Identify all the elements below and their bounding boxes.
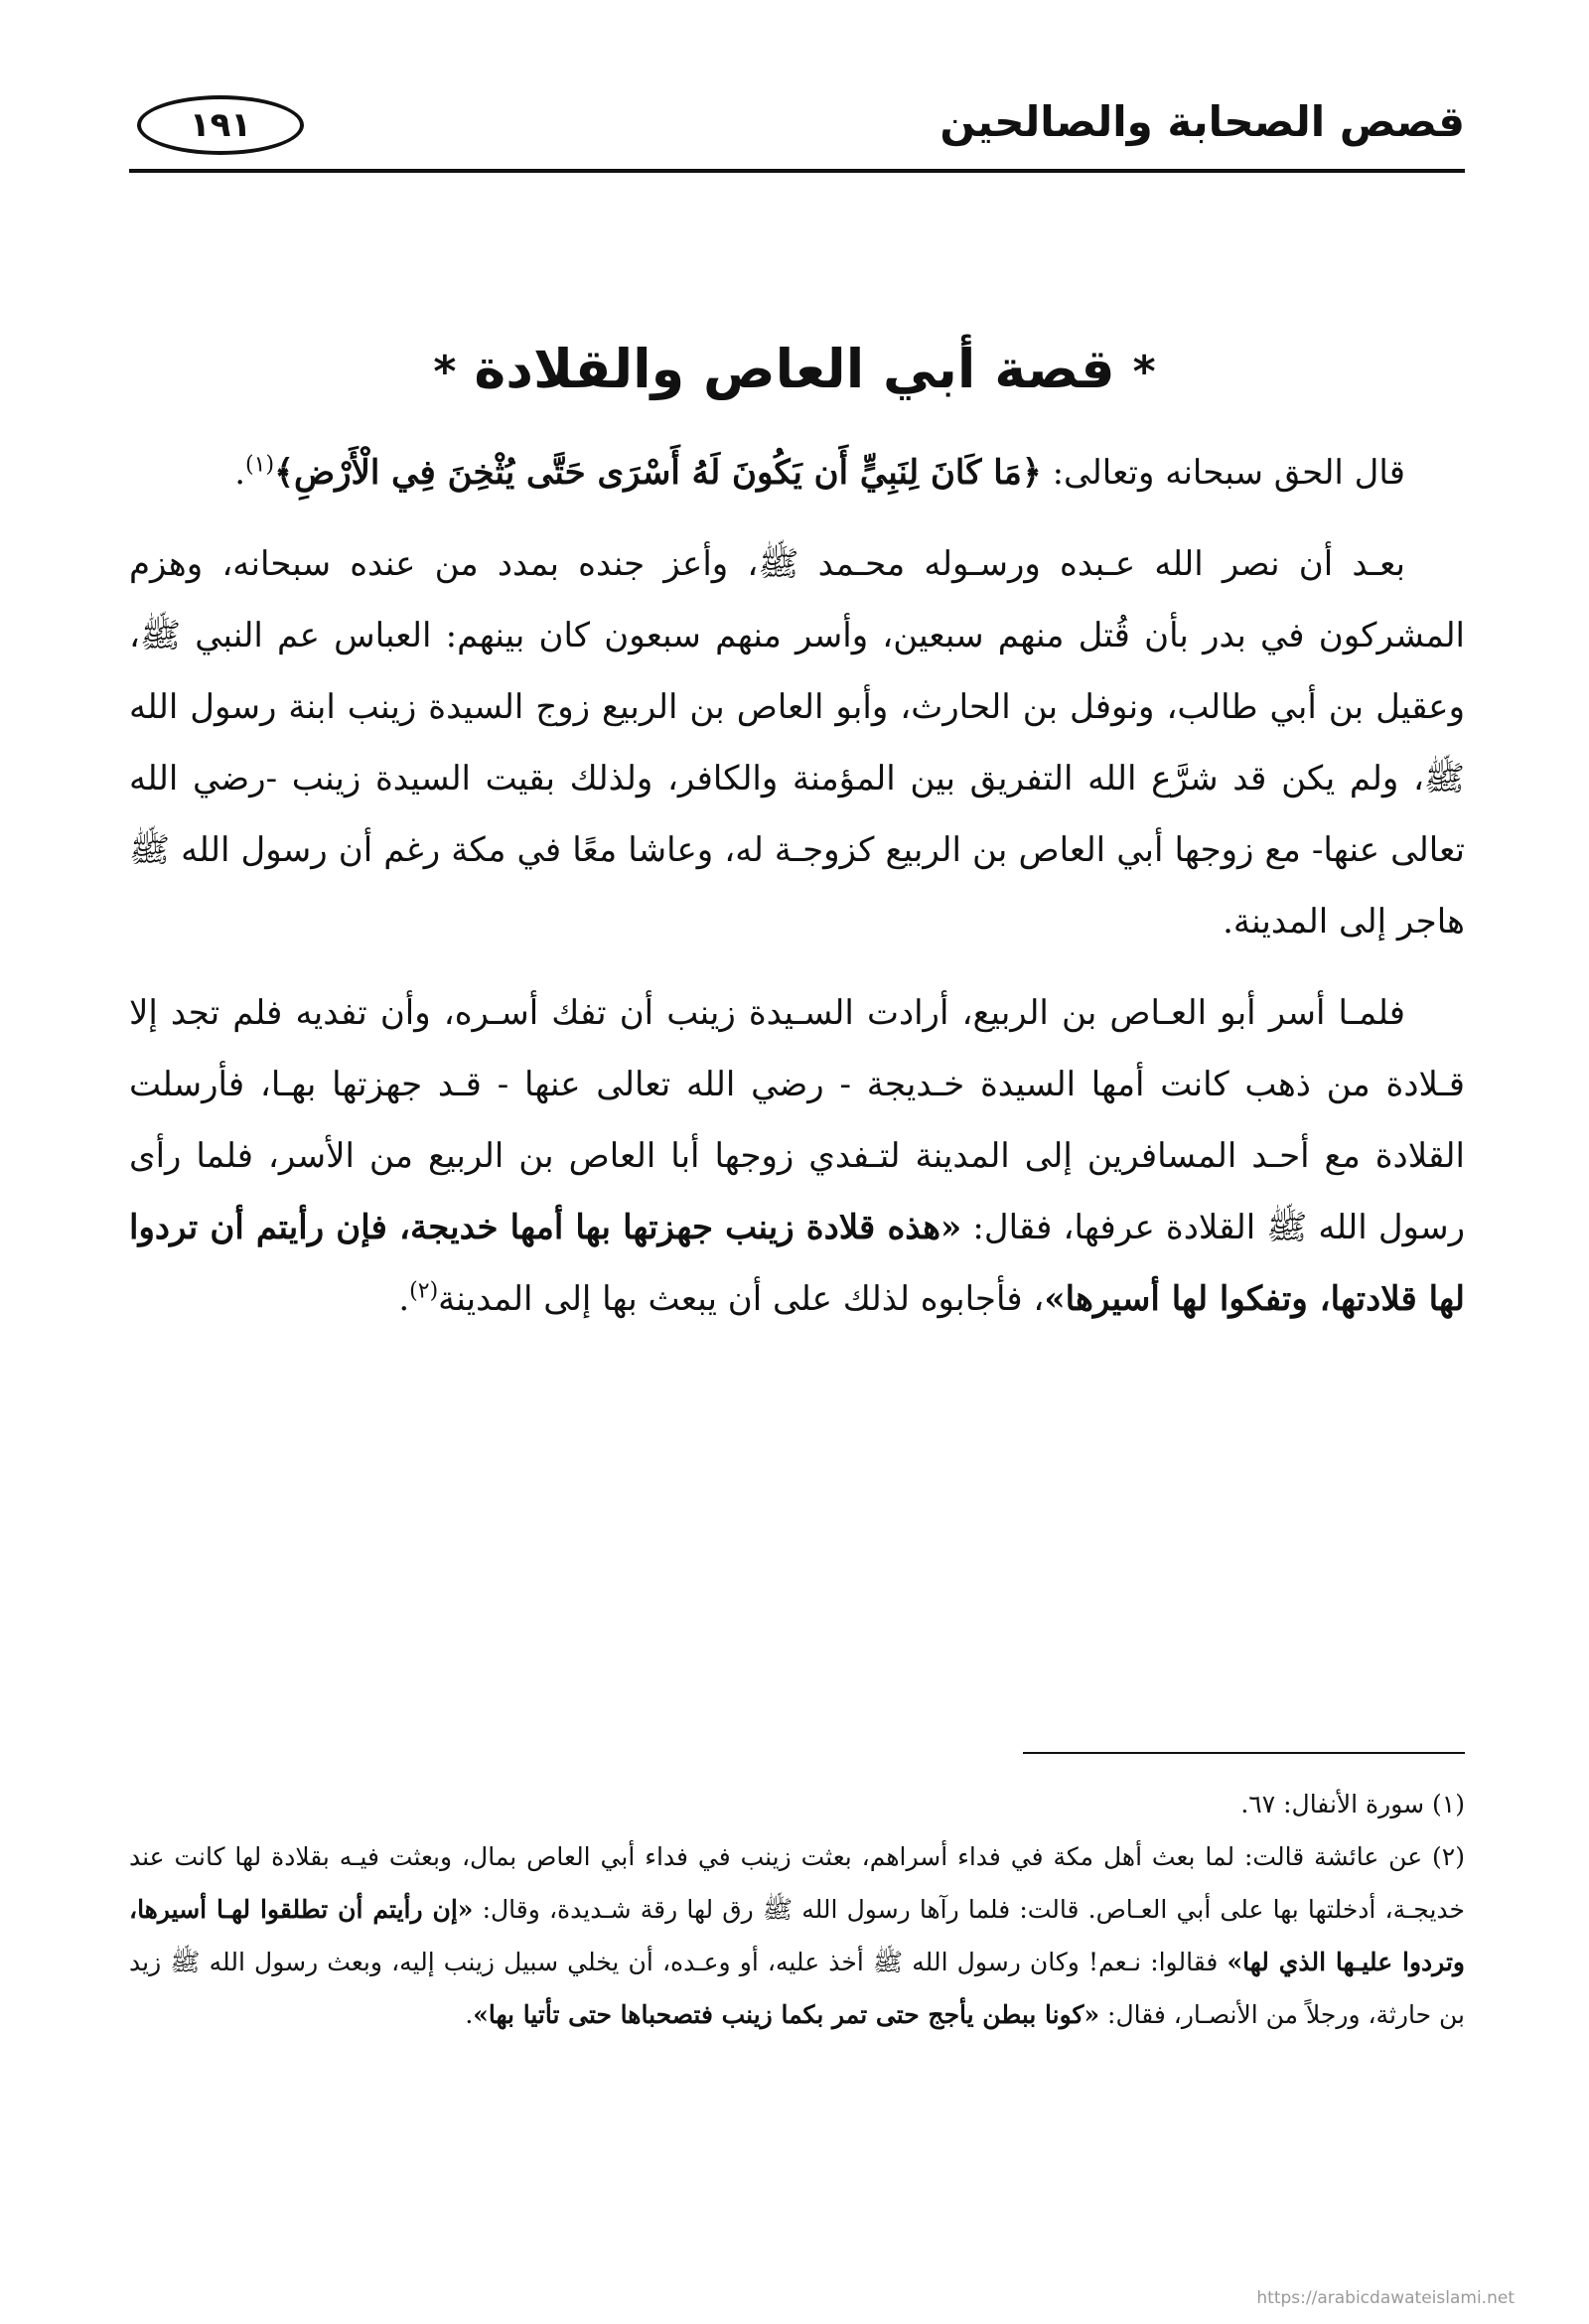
necklace-after: ، فأجابوه لذلك على أن يبعث بها إلى المدينة bbox=[438, 1279, 1045, 1319]
watermark-url: https://arabicdawateislami.net bbox=[1256, 2288, 1515, 2308]
page-number: ١٩١ bbox=[137, 95, 304, 155]
footnote-2 bbox=[129, 1830, 1465, 2041]
story-title-line bbox=[0, 338, 1589, 402]
footnote-2-text: (٢) عن عائشة قالت: لما بعث أهل مكة في فداء أسراهم، بعثت زينب في فداء أبي العاص بمال، وبعثت فيـه بقلادة لها كانت عند خديجـة، أدخلتها بها على أبي العـاص. قالت: فلما رآها رسول الله ﷺ رق لها رقة شـديدة، وقال: bbox=[129, 1842, 1465, 1924]
story-title: قصة أبي العاص والقلادة bbox=[474, 338, 1115, 400]
footnote-ref-1: (١) bbox=[245, 452, 275, 478]
paragraph-necklace bbox=[129, 977, 1465, 1335]
footnote-divider bbox=[1023, 1752, 1465, 1754]
footnotes bbox=[129, 1778, 1465, 2041]
header-divider bbox=[129, 169, 1465, 173]
page-header bbox=[129, 87, 1465, 167]
footnote-1: (١) سورة الأنفال: ٦٧. bbox=[1240, 1790, 1465, 1818]
quran-verse: ﴿مَا كَانَ لِنَبِيٍّ أَن يَكُونَ لَهُ أَسْرَى حَتَّى يُثْخِنَ فِي الْأَرْضِ﴾ bbox=[274, 453, 1042, 493]
star-ornament-right: * bbox=[1132, 346, 1156, 397]
footnote-ref-2: (٢) bbox=[409, 1278, 439, 1304]
book-title: قصص الصحابة والصالحين bbox=[939, 97, 1465, 146]
footnote-2-mid: فقالوا: نـعم! وكان رسول الله ﷺ أخذ عليه، أو وعـده، أن يخلي سبيل زينب إليه، وبعث رسول الله ﷺ زيد بن حارثة، ورجلاً من الأنصـار، فقال: bbox=[129, 1948, 1465, 2029]
paragraph-end-mark: . bbox=[234, 453, 246, 493]
paragraph-badr: بعـد أن نصر الله عـبده ورسـوله محـمد ﷺ، وأعز جنده بمدد من عنده سبحانه، وهزم المشركون في بدر بأن قُتل منهم سبعين، وأسر منهم سبعون كان بينهم: العباس عم النبي ﷺ، وعقيل بن أبي طالب، ونوفل بن الحارث، وأبو العاص بن الربيع زوج السيدة زينب ابنة رسول الله ﷺ، ولم يكن قد شرَّع الله التفريق بين المؤمنة والكافر، ولذلك بقيت السيدة زينب -رضي الله تعالى عنها- مع زوجها أبي العاص بن الربيع كزوجـة له، وعاشا معًا في مكة رغم أن رسول الله ﷺ هاجر إلى المدينة. bbox=[129, 544, 1465, 942]
body-text bbox=[129, 437, 1465, 1355]
footnote-2-end: . bbox=[465, 2000, 474, 2029]
star-ornament-left: * bbox=[433, 346, 457, 397]
prophet-quote: «هذه قلادة زينب جهزتها بها أمها خديجة، فإن رأيتم أن تردوا لها قلادتها، وتفكوا لها أسيرها» bbox=[129, 1208, 1465, 1319]
paragraph-verse bbox=[129, 437, 1465, 508]
footnote-2-quote-2: «كونا ببطن يأجج حتى تمر بكما زينب فتصحباها حتى تأتيا بها» bbox=[473, 2000, 1100, 2029]
paragraph-end-mark: . bbox=[398, 1279, 410, 1319]
verse-intro: قال الحق سبحانه وتعالى: bbox=[1041, 453, 1405, 493]
necklace-text: فلمـا أسر أبو العـاص بن الربيع، أرادت السـيدة زينب أن تفك أسـره، وأن تفديه فلم تجد إلا قـلادة من ذهب كانت أمها السيدة خـديجة - رضي الله تعالى عنها - قـد جهزتها بهـا، فأرسلت القلادة مع أحـد المسافرين إلى المدينة لتـفدي زوجها أبا العاص بن الربيع من الأسر، فلما رأى رسول الله ﷺ القلادة عرفها، فقال: bbox=[129, 993, 1466, 1247]
footnote-2-quote-1: «إن رأيتم أن تطلقوا لهـا أسيرها، وتردوا عليـها الذي لها» bbox=[129, 1895, 1465, 1976]
